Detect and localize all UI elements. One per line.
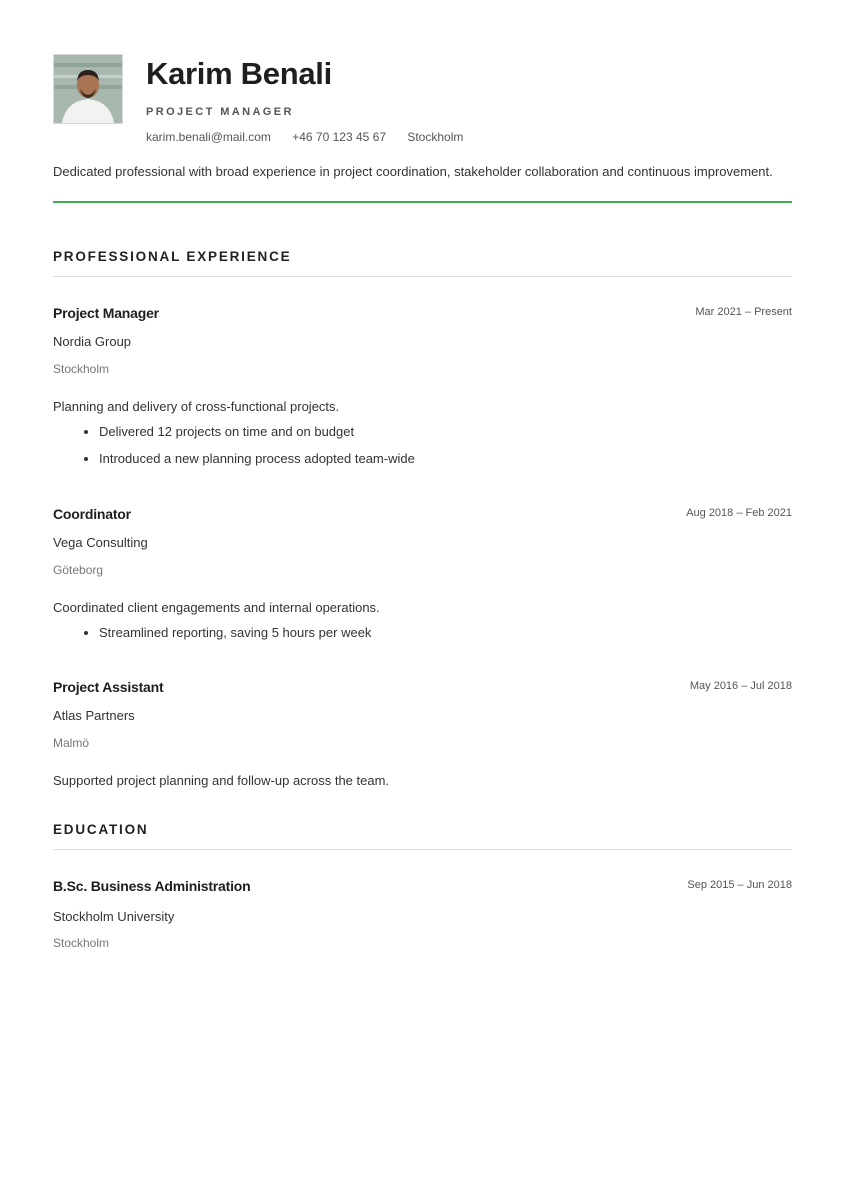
contact-city: Stockholm <box>407 130 464 144</box>
entry-description: Supported project planning and follow-up across the team. <box>53 773 390 788</box>
profile-photo <box>53 54 123 124</box>
entry-description: Coordinated client engagements and internal operations. <box>53 600 380 615</box>
entry-organization: Nordia Group <box>53 334 132 349</box>
entry-bullets <box>53 423 415 477</box>
entry-degree: B.Sc. Business Administration <box>53 878 251 894</box>
candidate-headline: PROJECT MANAGER <box>146 106 294 118</box>
entry-role: Project Manager <box>53 305 159 321</box>
entry-role: Project Assistant <box>53 679 164 695</box>
entry-location: Stockholm <box>53 362 110 376</box>
entry-location: Stockholm <box>53 936 110 950</box>
entry-organization: Vega Consulting <box>53 535 148 550</box>
entry-bullet: • Introduced a new planning process adopted team-wide <box>99 450 415 468</box>
contact-email: karim.benali@mail.com <box>146 130 271 144</box>
section-divider-education <box>53 849 792 850</box>
entry-role: Coordinator <box>53 506 131 522</box>
entry-dates: Mar 2021 – Present <box>695 306 792 318</box>
entry-bullet: • Streamlined reporting, saving 5 hours per week <box>99 624 371 642</box>
profile-summary: Dedicated professional with broad experience in project coordination, stakeholder collaboration and continuous improvement. <box>53 164 773 179</box>
entry-dates: Aug 2018 – Feb 2021 <box>686 507 792 519</box>
entry-bullets <box>53 624 371 651</box>
entry-location: Göteborg <box>53 563 104 577</box>
entry-school: Stockholm University <box>53 909 175 924</box>
entry-dates: May 2016 – Jul 2018 <box>689 680 792 692</box>
entry-dates: Sep 2015 – Jun 2018 <box>687 879 792 891</box>
entry-bullet: • Delivered 12 projects on time and on budget <box>99 423 415 441</box>
avatar-icon <box>54 55 122 123</box>
experience-entry <box>53 679 792 799</box>
experience-entry <box>53 305 792 485</box>
header-divider <box>53 201 792 203</box>
section-divider-experience <box>53 276 792 277</box>
education-entry <box>53 878 792 958</box>
entry-organization: Atlas Partners <box>53 708 135 723</box>
section-title-experience: PROFESSIONAL EXPERIENCE <box>53 249 292 264</box>
section-title-education: EDUCATION <box>53 822 149 837</box>
contact-line <box>146 130 481 144</box>
entry-description: Planning and delivery of cross-functional projects. <box>53 399 340 414</box>
entry-location: Malmö <box>53 736 90 750</box>
candidate-name: Karim Benali <box>146 56 332 91</box>
contact-phone: +46 70 123 45 67 <box>292 130 386 144</box>
experience-entry <box>53 506 792 656</box>
